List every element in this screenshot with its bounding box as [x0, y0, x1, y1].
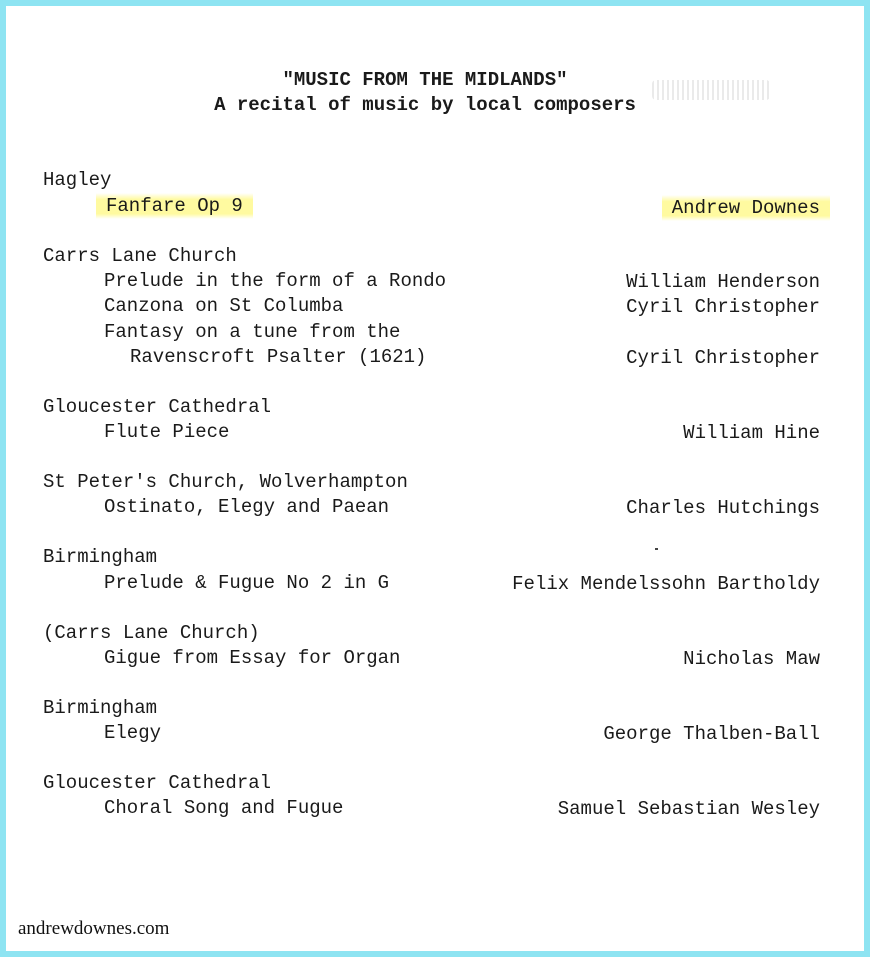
programme-subtitle: A recital of music by local composers	[214, 94, 636, 116]
venue-heading: Hagley	[43, 169, 112, 191]
scan-smudge	[652, 80, 770, 100]
composer-name: Cyril Christopher	[626, 296, 820, 318]
venue-heading: Gloucester Cathedral	[43, 396, 272, 418]
piece-title-continued: Ravenscroft Psalter (1621)	[130, 346, 427, 368]
venue-heading: (Carrs Lane Church)	[43, 622, 260, 644]
piece-title: Elegy	[104, 722, 162, 744]
composer-name	[670, 196, 820, 221]
venue-heading: Birmingham	[43, 546, 158, 568]
piece-title: Fantasy on a tune from the	[104, 321, 401, 343]
venue-heading: Birmingham	[43, 697, 158, 719]
composer-name: William Henderson	[626, 271, 820, 293]
highlighted-composer: Andrew Downes	[662, 195, 830, 221]
piece-title: Choral Song and Fugue	[104, 797, 344, 819]
venue-heading: Carrs Lane Church	[43, 245, 237, 267]
piece-title: Ostinato, Elegy and Paean	[104, 496, 390, 518]
programme-title: "MUSIC FROM THE MIDLANDS"	[282, 69, 568, 91]
composer-name: Charles Hutchings	[626, 497, 820, 519]
composer-name: Samuel Sebastian Wesley	[557, 798, 820, 820]
piece-title: Prelude in the form of a Rondo	[104, 270, 447, 292]
venue-heading: Gloucester Cathedral	[43, 772, 272, 794]
website-footer: andrewdownes.com	[18, 918, 170, 939]
piece-title: Prelude & Fugue No 2 in G	[104, 572, 390, 594]
composer-name: Nicholas Maw	[683, 648, 820, 670]
scan-speck	[655, 548, 658, 550]
piece-title: Gigue from Essay for Organ	[104, 647, 401, 669]
piece-title	[104, 194, 243, 219]
piece-title: Canzona on St Columba	[104, 295, 344, 317]
venue-heading: St Peter's Church, Wolverhampton	[43, 471, 408, 493]
piece-title: Flute Piece	[104, 421, 230, 443]
composer-name: William Hine	[683, 422, 820, 444]
composer-name: Cyril Christopher	[626, 347, 820, 369]
highlighted-piece: Fanfare Op 9	[96, 193, 253, 219]
composer-name: Felix Mendelssohn Bartholdy	[512, 573, 820, 595]
composer-name: George Thalben-Ball	[603, 723, 820, 745]
